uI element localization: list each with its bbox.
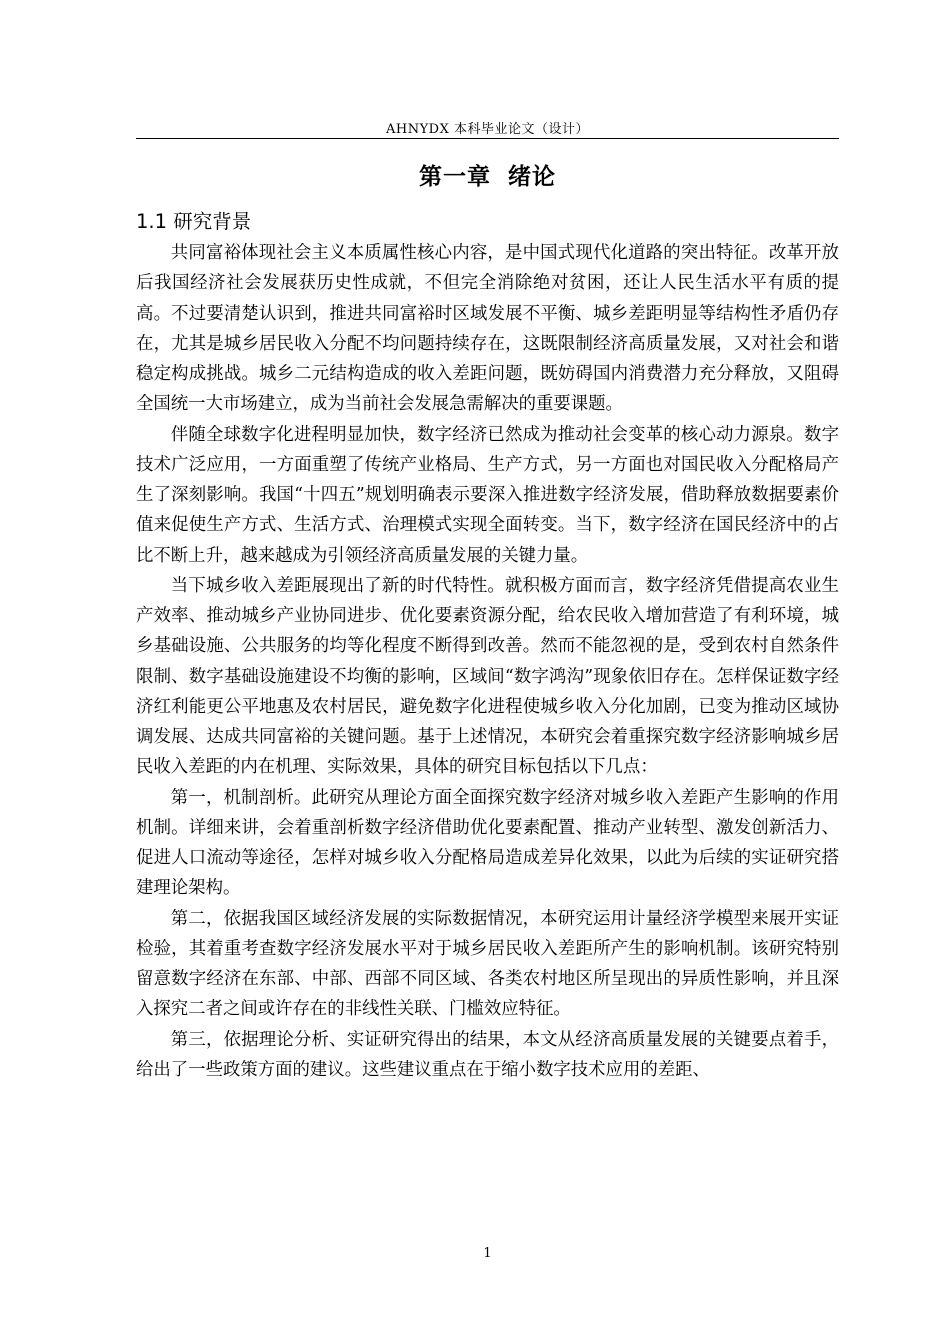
running-header: AHNYDX 本科毕业论文（设计） xyxy=(386,122,589,137)
chapter-title: 第一章 绪论 xyxy=(418,164,556,190)
page-number: 1 xyxy=(483,1246,492,1261)
paragraph: 当下城乡收入差距展现出了新的时代特性。就积极方面而言，数字经济凭借提高农业生产效率、推动城乡产业协同进步、优化要素资源分配，给农民收入增加营造了有利环境，城乡基础设施、公共服务的均等化程度不断得到改善。然而不能忽视的是，受到农村自然条件限制、数字基础设施建设不均衡的影响，区域间“数字鸿沟”现象依旧存在。怎样保证数字经济红利能更公平地惠及农村居民，避免数字化进程使城乡收入分化加剧，已变为推动区域协调发展、达成共同富裕的关键问题。基于上述情况，本研究会着重探究数字经济影响城乡居民收入差距的内在机理、实际效果，具体的研究目标包括以下几点： xyxy=(136,575,839,778)
section-title: 1.1 研究背景 xyxy=(136,210,252,233)
paragraph: 第三，依据理论分析、实证研究得出的结果，本文从经济高质量发展的关键要点着手，给出了一些政策方面的建议。这些建议重点在于缩小数字技术应用的差距、 xyxy=(136,1029,839,1080)
paragraph: 伴随全球数字化进程明显加快，数字经济已然成为推动社会变革的核心动力源泉。数字技术广泛应用，一方面重塑了传统产业格局、生产方式，另一方面也对国民收入分配格局产生了深刻影响。我国“十四五”规划明确表示要深入推进数字经济发展，借助释放数据要素价值来促使生产方式、生活方式、治理模式实现全面转变。当下，数字经济在国民经济中的占比不断上升，越来越成为引领经济高质量发展的关键力量。 xyxy=(136,424,839,566)
paragraph: 第一，机制剖析。此研究从理论方面全面探究数字经济对城乡收入差距产生影响的作用机制。详细来讲，会着重剖析数字经济借助优化要素配置、推动产业转型、激发创新活力、促进人口流动等途径，怎样对城乡收入分配格局造成差异化效果，以此为后续的实证研究搭建理论架构。 xyxy=(136,787,839,899)
body-text xyxy=(136,238,839,1085)
paragraph: 第二，依据我国区域经济发展的实际数据情况，本研究运用计量经济学模型来展开实证检验，其着重考查数字经济发展水平对于城乡居民收入差距所产生的影响机制。该研究特别留意数字经济在东部、中部、西部不同区域、各类农村地区所呈现出的异质性影响，并且深入探究二者之间或许存在的非线性关联、门槛效应特征。 xyxy=(136,908,839,1020)
paragraph: 共同富裕体现社会主义本质属性核心内容，是中国式现代化道路的突出特征。改革开放后我国经济社会发展获历史性成就，不但完全消除绝对贫困，还让人民生活水平有质的提高。不过要清楚认识到，推进共同富裕时区域发展不平衡、城乡差距明显等结构性矛盾仍存在，尤其是城乡居民收入分配不均问题持续存在，这既限制经济高质量发展，又对社会和谐稳定构成挑战。城乡二元结构造成的收入差距问题，既妨碍国内消费潜力充分释放，又阻碍全国统一大市场建立，成为当前社会发展急需解决的重要课题。 xyxy=(136,243,839,415)
header-divider xyxy=(136,138,839,139)
